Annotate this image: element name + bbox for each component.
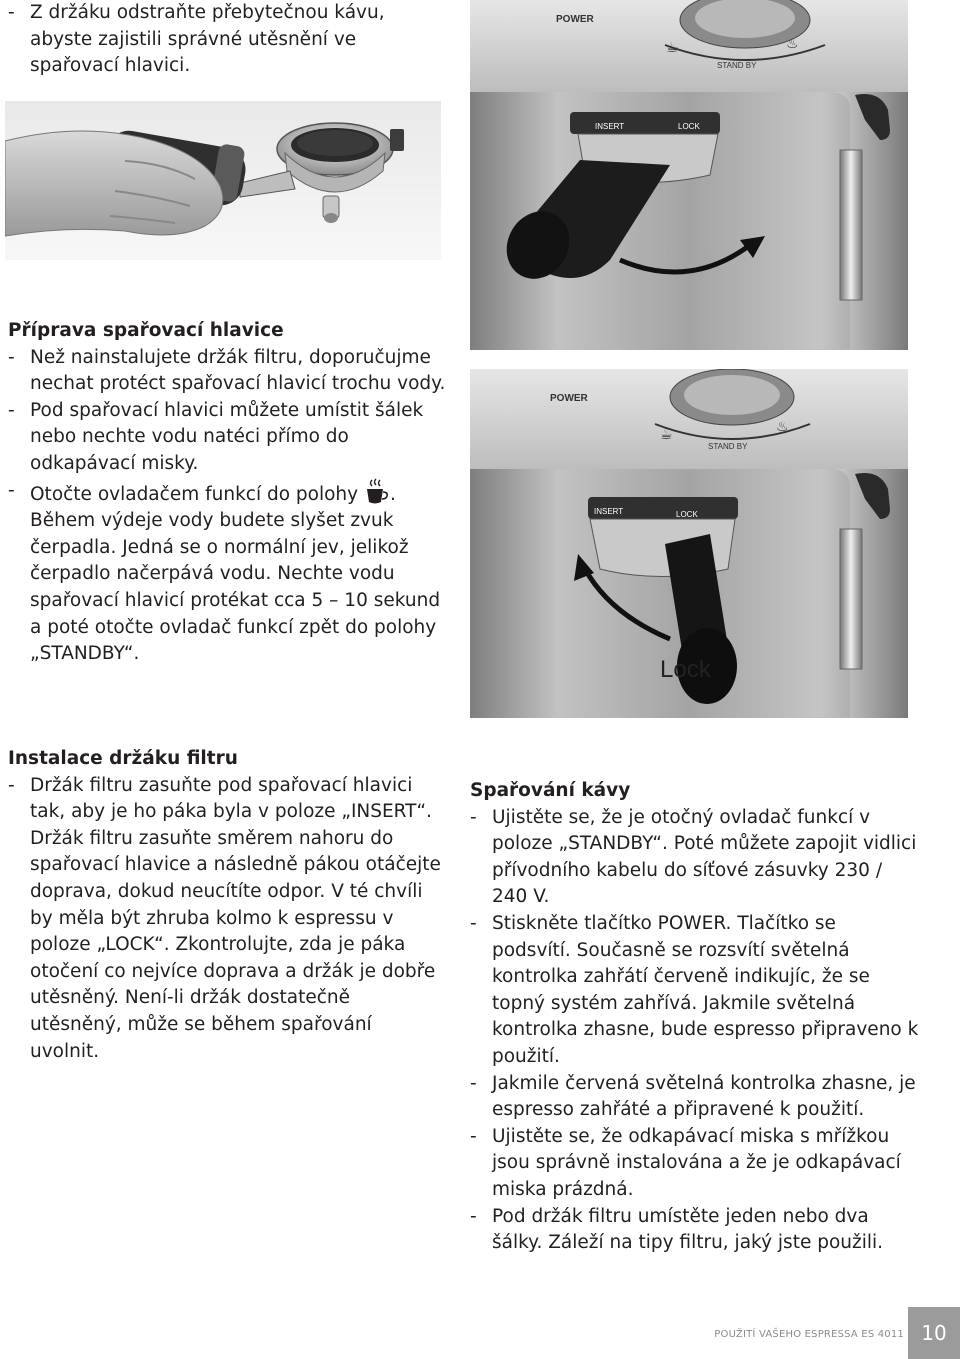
- list-dash: -: [470, 1125, 477, 1147]
- list-item: [8, 398, 446, 478]
- list-item: [8, 0, 448, 80]
- list-item-text: Z držáku odstraňte přebytečnou kávu, abyste zajistili správné utěsnění ve spařovací hlavici.: [30, 2, 385, 77]
- insert-label: INSERT: [595, 122, 625, 131]
- list-item: [470, 911, 920, 1071]
- list-item-text: Jakmile červená světelná kontrolka zhasne, je espresso zahřáté a připravené k použití.: [492, 1072, 916, 1121]
- intro-text-block: [8, 0, 448, 80]
- list-item-text: Stiskněte tlačítko POWER. Tlačítko se podsvítí. Současně se rozsvítí světelná kontrolka zahřátí červeně indikujíc, že se topný systém zahřívá. Jakmile světelná kontrolka zhasne, bude espresso připraveno k použití.: [492, 912, 919, 1067]
- list-item-text: Pod držák filtru umístěte jeden nebo dva šálky. Záleží na tipy filtru, jaký jste použili.: [492, 1205, 884, 1254]
- hot-water-cup-icon: [364, 478, 390, 506]
- portafilter-photo: [5, 101, 441, 260]
- lock-caption: Lock: [660, 656, 711, 683]
- preparation-section: [8, 318, 446, 668]
- standby-label: STAND BY: [717, 61, 757, 70]
- machine-lock-photo: [470, 369, 908, 718]
- lock-label: LOCK: [676, 510, 698, 519]
- list-item: [8, 478, 446, 668]
- list-item-text: Ujistěte se, že odkapávací miska s mřížkou jsou správně instalována a že je odkapávací miska prázdná.: [492, 1125, 901, 1200]
- list-dash: -: [470, 1205, 477, 1227]
- power-label: POWER: [556, 14, 594, 25]
- svg-text:♨: ♨: [776, 419, 789, 435]
- list-dash: -: [470, 1072, 477, 1094]
- list-item-text: Pod spařovací hlavici můžete umístit šálek nebo nechte vodu natéci přímo do odkapávací misky.: [30, 399, 424, 474]
- brewing-section: [470, 778, 920, 1257]
- section-heading: Instalace držáku filtru: [8, 748, 238, 769]
- list-item-text: . Během výdeje vody budete slyšet zvuk čerpadla. Jedná se o normální jev, jelikož čerpadlo načerpává vodu. Nechte vodu spařovací hlavicí protékat cca 5 – 10 sekund a poté otočte ovladač funkcí zpět do polohy „STANDBY“.: [30, 483, 441, 665]
- list-dash: -: [8, 2, 15, 23]
- machine-insert-photo: [470, 0, 908, 350]
- list-item: [8, 345, 446, 398]
- list-item-text: Držák filtru zasuňte pod spařovací hlavici tak, aby je ho páka byla v poloze „INSERT“. Držák filtru zasuňte směrem nahoru do spařovací hlavice a následně pákou otáčejte doprava, dokud neucítíte odpor. V té chvíli by měla být zhruba kolmo k espressu v poloze „LOCK“. Zkontrolujte, zda je páka otočení co nejvíce doprava a držák je dobře utěsněný. Není-li držák dostatečně utěsněný, může se během spařování uvolnit.: [30, 774, 441, 1062]
- list-dash: -: [8, 479, 15, 501]
- list-dash: -: [8, 346, 15, 368]
- list-item: [470, 1204, 920, 1257]
- list-dash: -: [470, 912, 477, 934]
- section-heading: Spařování kávy: [470, 780, 631, 801]
- svg-text:☕: ☕: [660, 427, 673, 443]
- page-number: 10: [908, 1307, 960, 1359]
- list-item: [470, 1124, 920, 1204]
- power-label: POWER: [550, 393, 588, 404]
- list-item-text: Ujistěte se, že je otočný ovladač funkcí v poloze „STANDBY“. Poté můžete zapojit vidlici přívodního kabelu do síťové zásuvky 230 / 240 V.: [492, 806, 917, 908]
- lock-label: LOCK: [678, 122, 700, 131]
- list-item-text: Otočte ovladačem funkcí do polohy: [30, 483, 364, 505]
- list-dash: -: [8, 399, 15, 421]
- svg-text:☕: ☕: [666, 40, 679, 56]
- section-heading: Příprava spařovací hlavice: [8, 320, 284, 341]
- list-item: [470, 1071, 920, 1124]
- install-section: [8, 746, 446, 1065]
- list-item: [470, 805, 920, 911]
- svg-text:♨: ♨: [786, 36, 799, 52]
- list-item: [8, 773, 446, 1066]
- list-item-text: Než nainstalujete držák filtru, doporučujme nechat protéct spařovací hlavicí trochu vody.: [30, 346, 446, 395]
- standby-label: STAND BY: [708, 442, 748, 451]
- insert-label: INSERT: [594, 507, 624, 516]
- list-dash: -: [8, 774, 15, 796]
- footer-title: POUŽITÍ VAŠEHO ESPRESSA ES 4011: [714, 1329, 904, 1340]
- list-dash: -: [470, 806, 477, 828]
